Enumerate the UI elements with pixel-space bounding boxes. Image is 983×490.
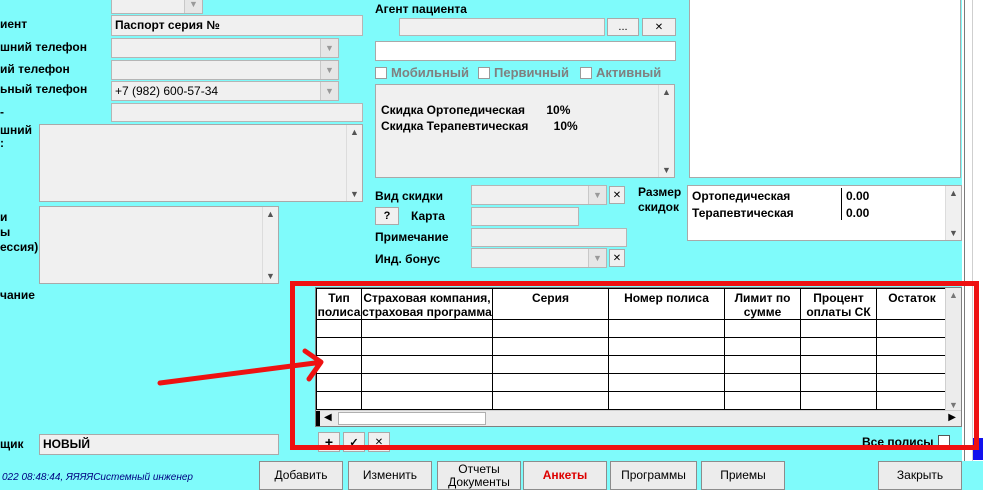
header-line: оплаты СК	[806, 305, 871, 319]
patient-label: иент	[0, 17, 28, 31]
discount-value: 10%	[553, 119, 578, 133]
help-button[interactable]: ?	[375, 207, 399, 225]
memo-scrollbar[interactable]	[658, 85, 674, 177]
discount-size-value: 0.00	[846, 189, 870, 203]
discount-value: 10%	[546, 103, 571, 117]
header-line: Лимит по	[734, 291, 791, 305]
agent-browse-button[interactable]: ...	[607, 18, 639, 36]
card-label: Карта	[411, 209, 445, 223]
header-line: Процент	[813, 291, 864, 305]
discount-line	[381, 119, 578, 133]
registrar-field[interactable]: НОВЫЙ	[39, 434, 279, 455]
scroll-down-icon[interactable]: ▼	[949, 400, 958, 410]
mobile-checkbox-label: Мобильный	[391, 65, 469, 80]
mobile-phone-value: +7 (982) 600-57-34	[115, 84, 219, 98]
discount-note-label: Примечание	[375, 230, 449, 244]
registrar-label: щик	[0, 437, 24, 451]
bonus-dropdown[interactable]	[471, 248, 607, 268]
scroll-down-icon[interactable]: ▼	[350, 189, 359, 199]
active-checkbox[interactable]	[580, 65, 661, 80]
card-field[interactable]	[471, 207, 579, 226]
agent-clear-button[interactable]: ✕	[642, 18, 676, 36]
home-phone-field[interactable]	[111, 38, 339, 58]
scroll-right-icon[interactable]: ▶	[948, 412, 956, 423]
chevron-down-icon[interactable]: ▼	[588, 186, 606, 204]
scroll-up-icon[interactable]: ▲	[949, 290, 958, 300]
mobile-checkbox[interactable]	[375, 65, 469, 80]
confirm-policy-button[interactable]: ✓	[343, 432, 365, 452]
discount-memo[interactable]	[375, 84, 675, 178]
discount-type-clear-icon[interactable]: ✕	[609, 186, 625, 204]
header-line: сумме	[743, 305, 782, 319]
add-policy-button[interactable]: +	[318, 432, 340, 452]
discount-note-field[interactable]	[471, 228, 627, 247]
chevron-down-icon[interactable]: ▼	[184, 0, 202, 13]
discount-size-label-2: скидок	[638, 200, 680, 214]
scroll-up-icon[interactable]: ▲	[266, 209, 275, 219]
passport-field[interactable]: Паспорт серия №	[111, 15, 363, 36]
job-memo[interactable]	[39, 206, 279, 284]
scroll-left-icon[interactable]: ◀	[324, 412, 332, 423]
right-panel	[689, 0, 961, 178]
chevron-down-icon[interactable]: ▼	[320, 39, 338, 57]
dash-field[interactable]	[111, 103, 363, 122]
home-phone-label: шний телефон	[0, 40, 87, 54]
job-label-1: и	[0, 210, 8, 224]
checkbox-box[interactable]	[580, 67, 592, 79]
checkbox-box[interactable]	[478, 67, 490, 79]
header-line: Остаток	[888, 291, 936, 305]
reports-button-line-2: Документы	[448, 474, 510, 489]
header-line: полиса	[317, 305, 361, 319]
discount-name: Скидка Ортопедическая	[381, 103, 525, 117]
discount-type-dropdown[interactable]	[471, 185, 607, 205]
discount-size-value: 0.00	[846, 206, 870, 220]
scroll-down-icon[interactable]: ▼	[949, 228, 958, 238]
discount-size-label: Размер	[638, 185, 682, 199]
home-address-label-2: :	[0, 136, 4, 150]
status-line: 022 08:48:44, ЯЯЯЯСистемный инженер	[2, 472, 193, 483]
annotation-rectangle	[290, 281, 979, 450]
agent-name-field[interactable]	[375, 41, 676, 61]
scroll-down-icon[interactable]: ▼	[662, 165, 671, 175]
delete-policy-button[interactable]: ✕	[368, 432, 390, 452]
add-button[interactable]: Добавить	[259, 461, 343, 490]
agent-label: Агент пациента	[375, 2, 467, 16]
all-policies-label: Все полисы	[862, 435, 934, 449]
header-line: Страховая компания,	[363, 291, 491, 305]
discount-type-label: Вид скидки	[375, 189, 444, 203]
discount-name: Скидка Терапевтическая	[381, 119, 529, 133]
header-line: страховая программа	[362, 305, 492, 319]
note-label: чание	[0, 288, 35, 302]
scroll-up-icon[interactable]: ▲	[662, 87, 671, 97]
discount-line	[381, 103, 570, 117]
top-dropdown[interactable]	[111, 0, 203, 14]
edit-button[interactable]: Изменить	[348, 461, 432, 490]
surveys-button[interactable]: Анкеты	[523, 461, 607, 490]
active-checkbox-label: Активный	[596, 65, 662, 80]
memo-scrollbar[interactable]	[346, 125, 362, 201]
agent-field[interactable]	[399, 18, 605, 36]
work-phone-label: ий телефон	[0, 62, 70, 76]
home-address-label: шний	[0, 123, 33, 137]
discount-size-name: Ортопедическая	[692, 189, 791, 203]
work-phone-field[interactable]	[111, 60, 339, 80]
reports-button-line-1: Отчеты	[458, 461, 500, 476]
discount-size-grid[interactable]	[687, 185, 962, 241]
home-address-memo[interactable]	[39, 124, 363, 202]
header-line: Тип	[328, 291, 350, 305]
chevron-down-icon[interactable]: ▼	[320, 61, 338, 79]
scroll-up-icon[interactable]: ▲	[350, 127, 359, 137]
memo-scrollbar[interactable]	[262, 207, 278, 283]
job-label-2: ы	[0, 225, 11, 239]
visits-button[interactable]: Приемы	[701, 461, 785, 490]
job-label-3: ессия)	[0, 240, 39, 254]
chevron-down-icon[interactable]: ▼	[588, 249, 606, 267]
bonus-label: Инд. бонус	[375, 252, 441, 266]
close-button[interactable]: Закрыть	[878, 461, 962, 490]
annotation-arrow-icon	[155, 345, 330, 395]
reports-button[interactable]	[437, 461, 521, 490]
scroll-up-icon[interactable]: ▲	[949, 188, 958, 198]
scroll-down-icon[interactable]: ▼	[266, 271, 275, 281]
primary-checkbox[interactable]	[478, 65, 569, 80]
checkbox-box[interactable]	[375, 67, 387, 79]
header-line: Серия	[531, 291, 570, 305]
header-line: Номер полиса	[624, 291, 709, 305]
primary-checkbox-label: Первичный	[494, 65, 569, 80]
column-divider	[841, 188, 842, 220]
discount-size-name: Терапевтическая	[692, 206, 794, 220]
mobile-phone-field[interactable]	[111, 81, 339, 101]
mobile-phone-label: ьный телефон	[0, 82, 88, 96]
programs-button[interactable]: Программы	[610, 461, 697, 490]
dash-label: -	[0, 105, 4, 119]
bonus-clear-icon[interactable]: ✕	[609, 249, 625, 267]
discount-size-scrollbar[interactable]	[945, 186, 961, 240]
chevron-down-icon[interactable]: ▼	[320, 82, 338, 100]
